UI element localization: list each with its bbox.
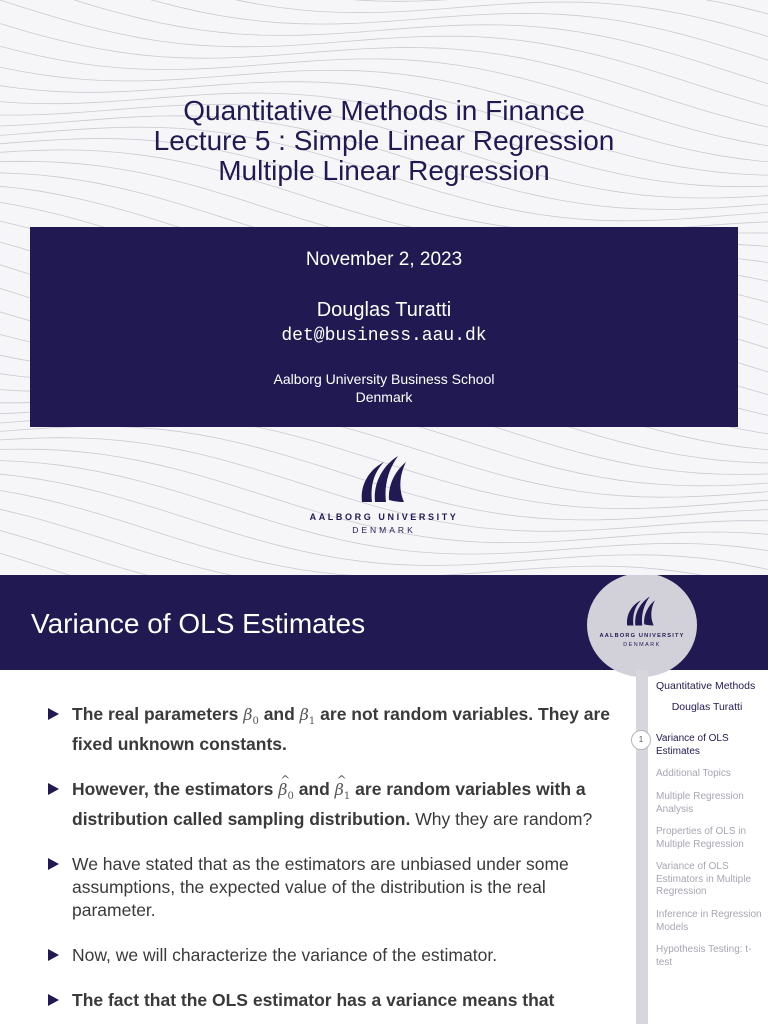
bullet-arrow-icon	[48, 858, 59, 870]
math-subscript: 0	[252, 716, 259, 728]
math-symbol	[334, 780, 351, 803]
math-symbol-base: ^ β	[335, 778, 344, 801]
sidebar-title: Quantitative Methods	[656, 680, 756, 692]
badge-university-text: AALBORG UNIVERSITY	[599, 633, 685, 639]
background-wave-line	[0, 0, 768, 110]
university-badge	[587, 575, 697, 677]
background-wave-line	[0, 0, 768, 87]
bullet-list	[48, 703, 620, 1024]
sidebar-item-inference[interactable]: Inference in Regression Models	[656, 909, 762, 933]
content-slide	[0, 575, 768, 1024]
background-wave-line	[0, 547, 768, 575]
logo-university-text: AALBORG UNIVERSITY	[309, 512, 459, 522]
bullet-text: Why they are random?	[410, 809, 593, 830]
bullet-text: are not random variables. They are fixed unknown constants.	[72, 704, 610, 755]
sidebar-item-properties-ols[interactable]: Properties of OLS in Multiple Regression	[656, 826, 747, 850]
section-number-marker: 1	[631, 730, 651, 750]
title-line-2: Lecture 5 : Simple Linear Regression	[153, 125, 615, 156]
math-symbol	[243, 705, 259, 728]
slide-title: Variance of OLS Estimates	[31, 608, 366, 639]
sidebar-item-multiple-regression[interactable]: Multiple Regression Analysis	[656, 791, 744, 815]
sidebar-progress-bar	[636, 670, 648, 1024]
sidebar-item-additional-topics[interactable]: Additional Topics	[656, 768, 731, 779]
bullet-item	[48, 989, 620, 1012]
math-subscript: 1	[308, 716, 316, 728]
author-email: det@business.aau.dk	[281, 326, 487, 346]
logo-country-text: DENMARK	[352, 525, 416, 535]
math-symbol-base: ^ β	[278, 778, 287, 801]
bullet-arrow-icon	[48, 994, 59, 1006]
sidebar-item-variance-multiple[interactable]: Variance of OLS Estimators in Multiple Regression	[656, 861, 752, 897]
math-symbol	[278, 780, 294, 803]
title-line-1: Quantitative Methods in Finance	[183, 95, 585, 126]
institution: Aalborg University Business School	[273, 371, 495, 387]
bullet-arrow-icon	[48, 783, 59, 795]
math-symbol-base: β	[243, 705, 253, 724]
background-wave-line	[0, 0, 768, 64]
background-wave-line	[0, 0, 768, 40]
title-line-3: Multiple Linear Regression	[218, 155, 550, 186]
country: Denmark	[355, 389, 413, 405]
sidebar-item-hypothesis-testing[interactable]: Hypothesis Testing: t-test	[656, 944, 752, 968]
sidebar-item-variance-ols[interactable]: Variance of OLS Estimates	[656, 733, 729, 757]
author-name: Douglas Turatti	[316, 299, 452, 321]
university-logo	[296, 452, 472, 535]
bullet-text: are random variables with a distribution called sampling distribution.	[72, 779, 586, 830]
math-subscript: 0	[287, 791, 294, 803]
bullet-arrow-icon	[48, 708, 59, 720]
info-box	[30, 227, 738, 427]
bullet-text: However, the estimators	[72, 779, 279, 800]
bullet-text: The real parameters	[72, 704, 244, 724]
math-symbol	[299, 705, 316, 728]
bullet-text: and	[293, 779, 335, 800]
lecture-title	[0, 96, 768, 186]
bullet-item	[48, 944, 620, 967]
bullet-text: Now, we will characterize the variance of the estimator.	[72, 945, 498, 966]
math-symbol-base: β	[299, 705, 309, 724]
aau-wave-logo-icon	[358, 452, 410, 506]
bullet-item	[48, 703, 620, 756]
bullet-item	[48, 778, 620, 831]
sidebar-author: Douglas Turatti	[671, 701, 743, 713]
bullet-text: We have stated that as the estimators are unbiased under some assumptions, the expected value of the distribution is the real parameter.	[72, 854, 569, 921]
bullet-arrow-icon	[48, 949, 59, 961]
badge-country-text: DENMARK	[623, 642, 661, 648]
bullet-text: and	[258, 704, 300, 724]
bullet-text: The fact that the OLS estimator has a variance means that	[72, 990, 555, 1011]
aau-wave-logo-icon	[623, 594, 659, 628]
lecture-date: November 2, 2023	[305, 249, 463, 270]
bullet-item	[48, 853, 620, 922]
math-subscript: 1	[343, 791, 351, 803]
